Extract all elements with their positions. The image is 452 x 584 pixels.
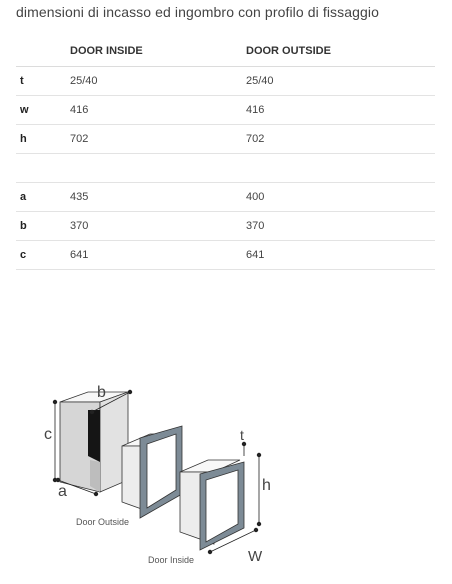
label-t: t <box>240 427 244 443</box>
recess-cabinet-drawing <box>60 392 128 492</box>
row-inside-value: 702 <box>70 125 246 154</box>
row-key: w <box>16 96 70 125</box>
label-a: a <box>58 483 67 500</box>
row-outside-value: 641 <box>246 241 435 270</box>
row-inside-value: 641 <box>70 241 246 270</box>
row-inside-value: 435 <box>70 183 246 212</box>
row-inside-value: 370 <box>70 212 246 241</box>
row-outside-value: 416 <box>246 96 435 125</box>
row-outside-value: 400 <box>246 183 435 212</box>
row-outside-value: 702 <box>246 125 435 154</box>
row-key: c <box>16 241 70 270</box>
row-key: h <box>16 125 70 154</box>
row-inside-value: 416 <box>70 96 246 125</box>
label-b: b <box>97 384 106 401</box>
door-outside-drawing <box>122 426 182 518</box>
header-door-inside: DOOR INSIDE <box>70 36 246 67</box>
page-title: dimensioni di incasso ed ingombro con profilo di fissaggio <box>16 4 379 20</box>
row-inside-value: 25/40 <box>70 67 246 96</box>
header-door-outside: DOOR OUTSIDE <box>246 36 435 67</box>
door-inside-drawing <box>180 460 244 550</box>
row-key: t <box>16 67 70 96</box>
door-inside-label: Door Inside <box>148 555 195 565</box>
row-key: a <box>16 183 70 212</box>
door-outside-label: Door Outside <box>76 517 130 527</box>
row-outside-value: 370 <box>246 212 435 241</box>
row-key: b <box>16 212 70 241</box>
label-w: W <box>248 548 263 565</box>
label-h: h <box>262 477 271 494</box>
row-outside-value: 25/40 <box>246 67 435 96</box>
label-c: c <box>44 426 52 443</box>
